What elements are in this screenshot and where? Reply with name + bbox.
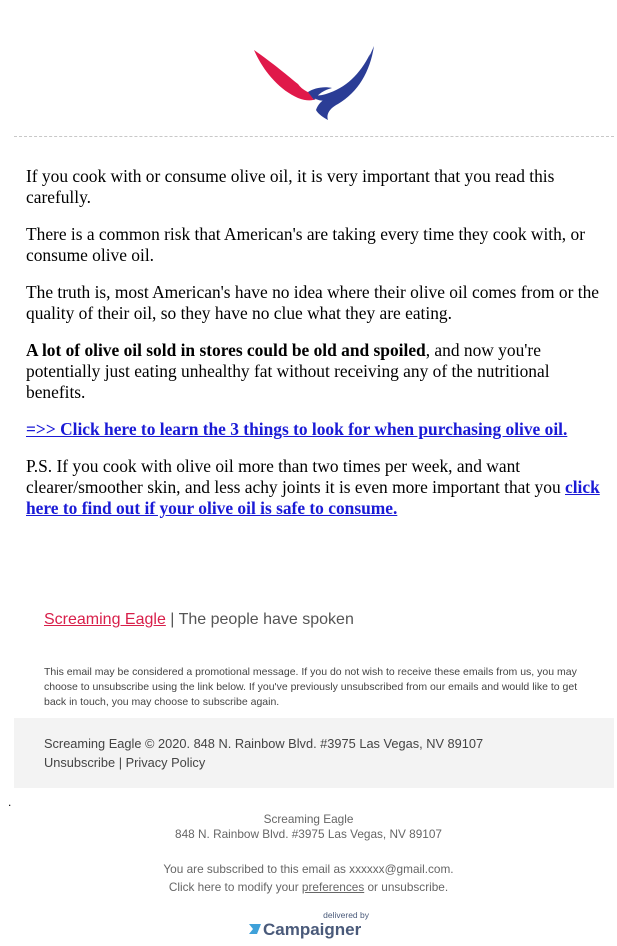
spoiled-rest-text: , and now you're potentially just eating unhealthy fat without receiving any of the nutritional benefits.	[26, 340, 550, 402]
sender-info	[0, 812, 617, 896]
promotional-disclaimer: This email may be considered a promotional message. If you do not wish to receive these emails from us, you may choose to unsubscribe using the link below. If you've previously unsubscribed from our emails and would like to get back in touch, you may choose to subscribe again.	[44, 666, 578, 708]
ps-text: P.S. If you cook with olive oil more than two times per week, and want clearer/smoother skin, and less achy joints it is even more important that you	[26, 456, 561, 497]
footer-box	[14, 718, 614, 788]
screaming-eagle-link[interactable]: Screaming Eagle	[44, 611, 166, 628]
stray-dot: .	[8, 795, 12, 809]
modify-prefix: Click here to modify your	[168, 880, 302, 894]
sender-address: 848 N. Rainbow Blvd. #3975 Las Vegas, NV 89107	[175, 826, 442, 841]
eagle-logo	[0, 44, 617, 125]
email-body	[26, 166, 601, 535]
footer-separator: |	[115, 755, 126, 770]
paragraph-spoiled	[26, 340, 601, 403]
unsubscribe-link[interactable]: Unsubscribe	[44, 755, 116, 770]
delivered-by-text: delivered by	[322, 910, 369, 920]
campaigner-badge[interactable]	[0, 910, 617, 945]
campaigner-logo	[247, 910, 371, 940]
paragraph-cta	[26, 419, 601, 440]
learn-three-things-link[interactable]: =>> Click here to learn the 3 things to look for when purchasing olive oil.	[26, 419, 568, 439]
header-divider	[14, 136, 614, 137]
sender-company: Screaming Eagle	[263, 812, 354, 826]
tagline	[44, 611, 354, 629]
spoiled-bold-text: A lot of olive oil sold in stores could be old and spoiled	[26, 340, 426, 360]
modify-preferences-line	[0, 878, 617, 896]
tagline-text: The people have spoken	[178, 611, 354, 628]
campaigner-mark-icon	[249, 924, 261, 934]
paragraph-truth: The truth is, most American's have no idea where their olive oil comes from or the quality of their oil, so they have no clue what they are eating.	[26, 282, 599, 323]
paragraph-ps	[26, 456, 601, 519]
subscription-notice: You are subscribed to this email as xxxxxx@gmail.com.	[163, 862, 454, 876]
eagle-icon	[252, 44, 376, 120]
modify-suffix: or unsubscribe.	[364, 880, 449, 894]
paragraph-risk: There is a common risk that American's are taking every time they cook with, or consume olive oil.	[26, 224, 585, 265]
olive-oil-safe-link[interactable]: click here to find out if your olive oil is safe to consume.	[26, 477, 600, 518]
footer-address: Screaming Eagle © 2020. 848 N. Rainbow Blvd. #3975 Las Vegas, NV 89107	[44, 736, 484, 751]
preferences-link[interactable]: preferences	[301, 880, 365, 894]
tagline-separator: |	[165, 611, 179, 628]
footer-links	[44, 755, 205, 770]
campaigner-text: Campaigner	[262, 920, 361, 939]
paragraph-intro: If you cook with or consume olive oil, it is very important that you read this carefully.	[26, 166, 555, 207]
privacy-policy-link[interactable]: Privacy Policy	[125, 755, 206, 770]
